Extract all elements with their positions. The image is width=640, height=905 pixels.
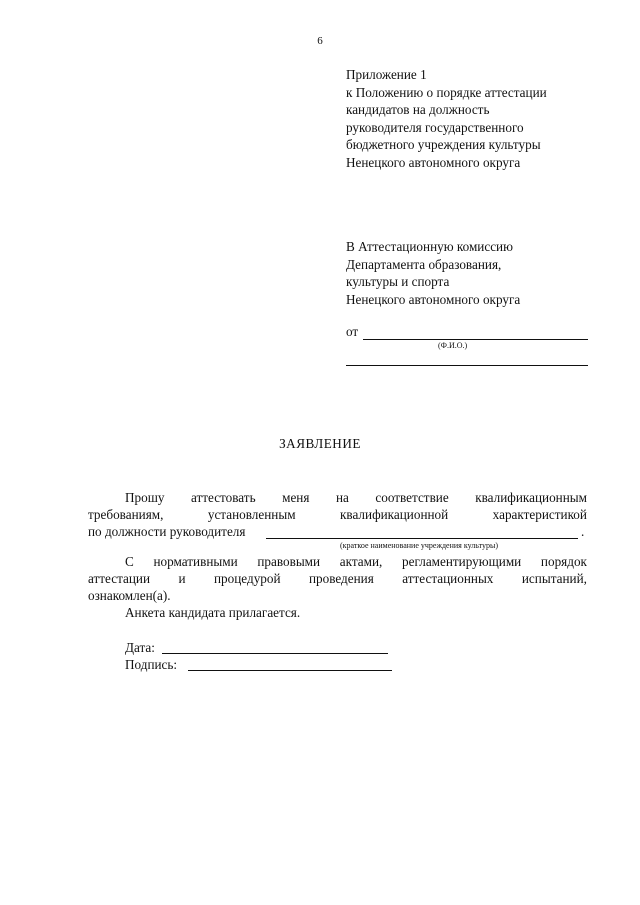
paragraph2-line2: [88, 570, 587, 587]
word: меня: [282, 490, 310, 505]
word: квалификационной: [340, 507, 449, 522]
appendix-line: бюджетного учреждения культуры: [346, 137, 541, 152]
page-number: 6: [317, 35, 323, 47]
word: аттестационных: [402, 571, 494, 586]
fio-caption: (Ф.И.О.): [438, 341, 468, 350]
document-title: ЗАЯВЛЕНИЕ: [279, 436, 361, 451]
word: на: [335, 490, 349, 505]
word: С: [125, 554, 134, 569]
appendix-line: Ненецкого автономного округа: [346, 154, 521, 170]
word: требованиям,: [88, 507, 164, 522]
appendix-line: кандидатов на должность: [346, 102, 490, 117]
addressee-line: В Аттестационную комиссию: [346, 239, 513, 254]
signature-line[interactable]: [188, 670, 392, 671]
paragraph2-line3: ознакомлен(а).: [88, 588, 171, 603]
paragraph1-line3-prefix: по должности руководителя: [88, 524, 246, 539]
from-label: от: [346, 324, 359, 339]
paragraph1-period: .: [581, 524, 585, 539]
word: соответствие: [375, 490, 449, 505]
addressee-block: [346, 238, 606, 308]
word: характеристикой: [492, 507, 587, 522]
word: аттестовать: [190, 490, 256, 505]
signature-label: Подпись:: [125, 657, 178, 672]
appendix-header: [346, 66, 606, 171]
date-line[interactable]: [162, 653, 388, 654]
addressee-line: Ненецкого автономного округа: [346, 291, 521, 307]
word: проведения: [308, 571, 374, 586]
word: порядок: [540, 554, 587, 569]
word: Прошу: [125, 490, 165, 505]
institution-name-line[interactable]: [266, 538, 578, 539]
word: и: [178, 571, 186, 586]
institution-caption: (краткое наименование учреждения культуры): [340, 541, 499, 550]
word: правовыми: [257, 554, 321, 569]
word: аттестации: [88, 571, 151, 586]
date-label: Дата:: [125, 640, 155, 655]
word: процедурой: [214, 571, 281, 586]
word: актами,: [339, 554, 383, 569]
from-extra-line[interactable]: [346, 365, 588, 366]
appendix-line: руководителя государственного: [346, 119, 524, 135]
addressee-line: культуры и спорта: [346, 274, 450, 289]
attachment-note: Анкета кандидата прилагается.: [125, 605, 301, 620]
paragraph1-line1: [88, 489, 587, 506]
from-name-line[interactable]: [363, 339, 588, 340]
word: квалификационным: [475, 490, 587, 505]
paragraph1-line2: [88, 506, 587, 523]
appendix-line: к Положению о порядке аттестации: [346, 84, 547, 100]
appendix-line: Приложение 1: [346, 67, 427, 82]
word: испытаний,: [521, 571, 587, 586]
addressee-line: Департамента образования,: [346, 256, 502, 272]
paragraph2-line1: [88, 553, 587, 570]
word: регламентирующими: [402, 554, 522, 569]
word: установленным: [207, 507, 296, 522]
word: нормативными: [153, 554, 238, 569]
